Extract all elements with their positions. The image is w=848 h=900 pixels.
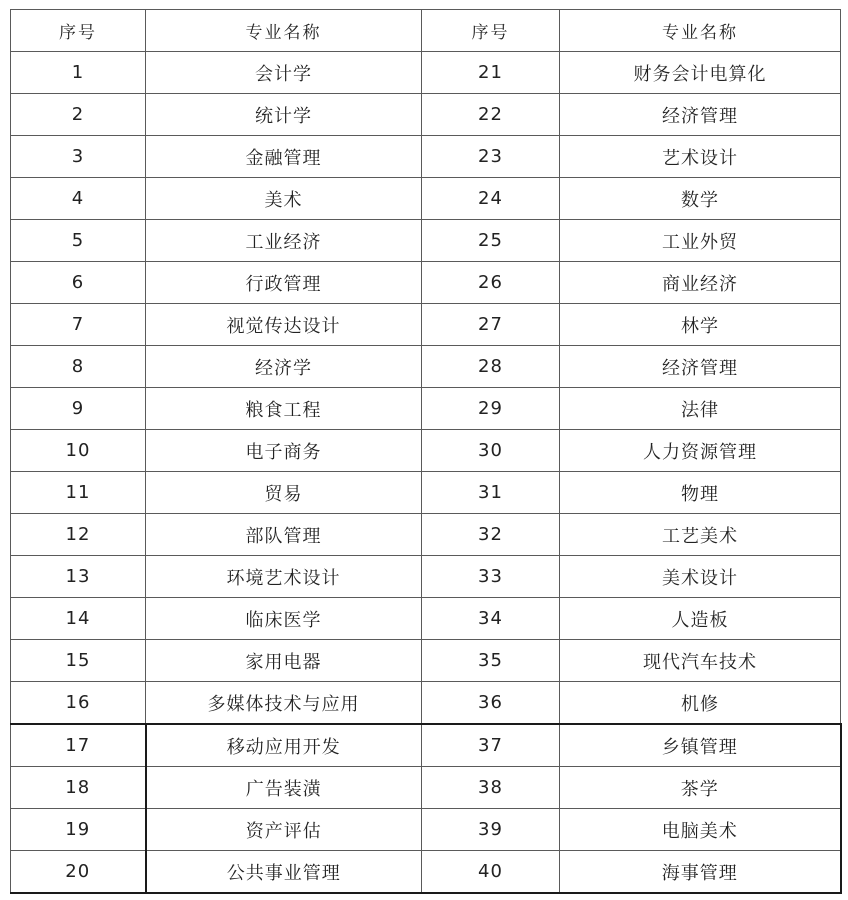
cell-serial-right: 34 — [422, 598, 560, 640]
table-row — [11, 94, 841, 136]
table-row — [11, 851, 841, 894]
cell-major-right: 乡镇管理 — [560, 724, 841, 767]
cell-serial-right: 36 — [422, 682, 560, 725]
cell-serial-right: 29 — [422, 388, 560, 430]
cell-major-right: 经济管理 — [560, 94, 841, 136]
cell-serial-right: 38 — [422, 767, 560, 809]
cell-serial-left: 15 — [11, 640, 146, 682]
cell-major-right: 艺术设计 — [560, 136, 841, 178]
table-row — [11, 388, 841, 430]
table-row — [11, 514, 841, 556]
cell-serial-left: 2 — [11, 94, 146, 136]
cell-serial-left: 13 — [11, 556, 146, 598]
cell-major-left: 临床医学 — [146, 598, 422, 640]
table-row — [11, 52, 841, 94]
cell-major-right: 商业经济 — [560, 262, 841, 304]
table-row — [11, 262, 841, 304]
cell-major-left: 贸易 — [146, 472, 422, 514]
cell-serial-right: 28 — [422, 346, 560, 388]
cell-major-right: 人造板 — [560, 598, 841, 640]
majors-table — [10, 9, 842, 894]
table-row — [11, 136, 841, 178]
cell-major-left: 经济学 — [146, 346, 422, 388]
cell-major-right: 茶学 — [560, 767, 841, 809]
cell-serial-right: 26 — [422, 262, 560, 304]
cell-major-left: 移动应用开发 — [146, 724, 422, 767]
cell-major-right: 数学 — [560, 178, 841, 220]
cell-serial-left: 1 — [11, 52, 146, 94]
cell-serial-left: 9 — [11, 388, 146, 430]
table-row — [11, 472, 841, 514]
table-row — [11, 430, 841, 472]
table-body — [11, 52, 841, 894]
cell-major-right: 经济管理 — [560, 346, 841, 388]
cell-major-right: 美术设计 — [560, 556, 841, 598]
cell-serial-right: 31 — [422, 472, 560, 514]
cell-serial-left: 20 — [11, 851, 146, 894]
cell-major-right: 工艺美术 — [560, 514, 841, 556]
table-row — [11, 346, 841, 388]
cell-major-right: 财务会计电算化 — [560, 52, 841, 94]
cell-serial-right: 33 — [422, 556, 560, 598]
cell-major-left: 视觉传达设计 — [146, 304, 422, 346]
cell-serial-right: 21 — [422, 52, 560, 94]
header-major-name-right: 专业名称 — [560, 10, 841, 52]
cell-major-left: 统计学 — [146, 94, 422, 136]
cell-serial-left: 12 — [11, 514, 146, 556]
cell-major-right: 工业外贸 — [560, 220, 841, 262]
table-row — [11, 220, 841, 262]
header-serial-right: 序号 — [422, 10, 560, 52]
cell-major-left: 会计学 — [146, 52, 422, 94]
cell-major-left: 资产评估 — [146, 809, 422, 851]
cell-major-left: 广告装潢 — [146, 767, 422, 809]
cell-serial-left: 8 — [11, 346, 146, 388]
cell-major-right: 海事管理 — [560, 851, 841, 894]
cell-serial-left: 3 — [11, 136, 146, 178]
cell-serial-left: 10 — [11, 430, 146, 472]
table-row — [11, 556, 841, 598]
cell-major-left: 粮食工程 — [146, 388, 422, 430]
cell-major-right: 机修 — [560, 682, 841, 725]
cell-serial-right: 37 — [422, 724, 560, 767]
cell-major-left: 美术 — [146, 178, 422, 220]
header-serial-left: 序号 — [11, 10, 146, 52]
cell-serial-right: 22 — [422, 94, 560, 136]
cell-major-left: 公共事业管理 — [146, 851, 422, 894]
cell-major-left: 工业经济 — [146, 220, 422, 262]
cell-serial-right: 30 — [422, 430, 560, 472]
cell-serial-right: 27 — [422, 304, 560, 346]
cell-serial-right: 25 — [422, 220, 560, 262]
cell-major-right: 电脑美术 — [560, 809, 841, 851]
cell-serial-left: 5 — [11, 220, 146, 262]
table-row — [11, 640, 841, 682]
table-row — [11, 767, 841, 809]
cell-serial-left: 16 — [11, 682, 146, 725]
cell-serial-left: 11 — [11, 472, 146, 514]
cell-serial-left: 18 — [11, 767, 146, 809]
table-row — [11, 598, 841, 640]
cell-major-left: 多媒体技术与应用 — [146, 682, 422, 725]
header-major-name-left: 专业名称 — [146, 10, 422, 52]
cell-serial-left: 19 — [11, 809, 146, 851]
cell-major-left: 金融管理 — [146, 136, 422, 178]
cell-major-right: 林学 — [560, 304, 841, 346]
table-row — [11, 304, 841, 346]
table-header-row — [11, 10, 841, 52]
cell-serial-left: 7 — [11, 304, 146, 346]
table-row — [11, 682, 841, 725]
cell-serial-right: 39 — [422, 809, 560, 851]
cell-serial-right: 32 — [422, 514, 560, 556]
cell-serial-left: 14 — [11, 598, 146, 640]
cell-serial-left: 6 — [11, 262, 146, 304]
cell-major-left: 环境艺术设计 — [146, 556, 422, 598]
cell-serial-right: 35 — [422, 640, 560, 682]
cell-serial-left: 17 — [11, 724, 146, 767]
cell-major-right: 人力资源管理 — [560, 430, 841, 472]
cell-serial-right: 23 — [422, 136, 560, 178]
table-row — [11, 809, 841, 851]
table-row — [11, 178, 841, 220]
cell-major-right: 法律 — [560, 388, 841, 430]
cell-serial-right: 24 — [422, 178, 560, 220]
cell-major-right: 物理 — [560, 472, 841, 514]
cell-major-right: 现代汽车技术 — [560, 640, 841, 682]
cell-major-left: 电子商务 — [146, 430, 422, 472]
cell-major-left: 家用电器 — [146, 640, 422, 682]
cell-serial-left: 4 — [11, 178, 146, 220]
cell-serial-right: 40 — [422, 851, 560, 894]
table-row — [11, 724, 841, 767]
cell-major-left: 部队管理 — [146, 514, 422, 556]
majors-table-container — [10, 9, 840, 894]
cell-major-left: 行政管理 — [146, 262, 422, 304]
